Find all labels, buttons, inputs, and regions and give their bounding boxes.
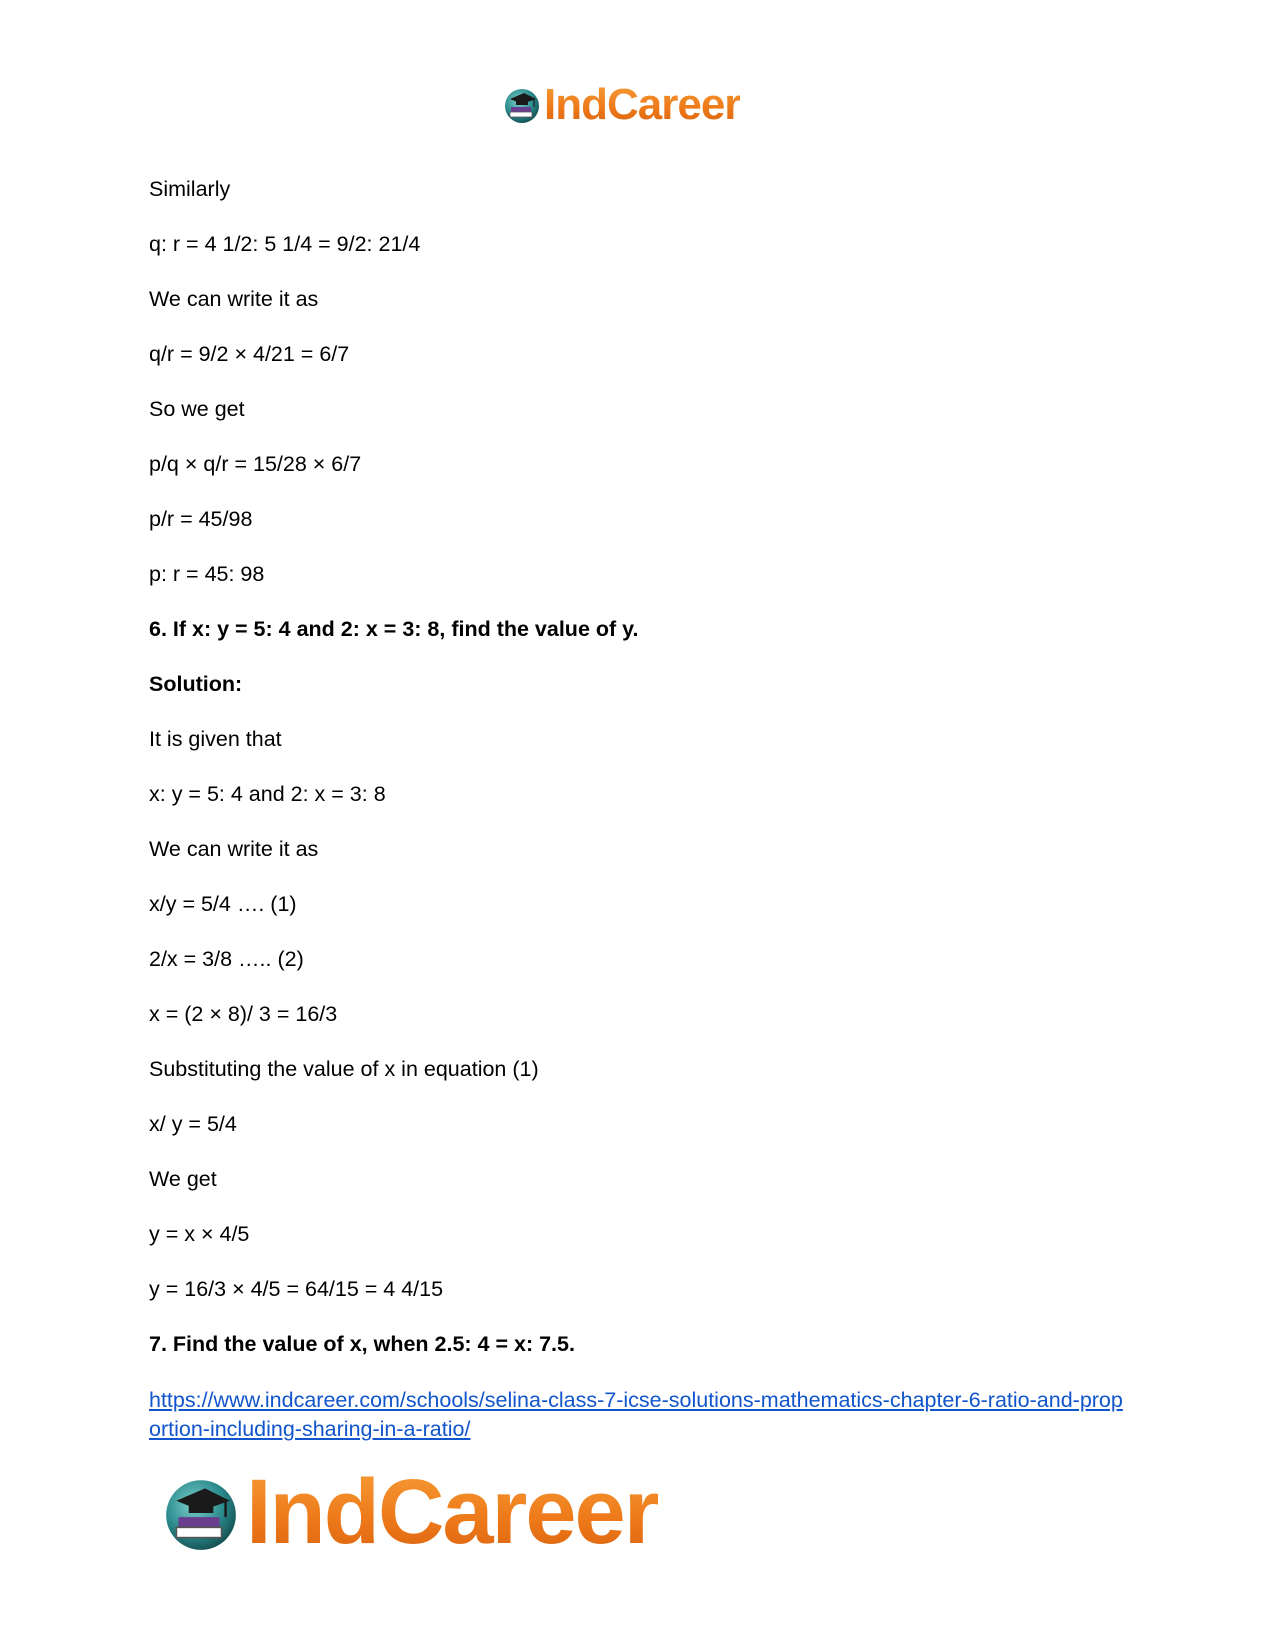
text-line: p/q × q/r = 15/28 × 6/7 — [149, 452, 362, 476]
text-line: We can write it as — [149, 837, 319, 861]
text-line: We get — [149, 1167, 217, 1191]
globe-graduation-icon — [502, 85, 542, 125]
solution-label: Solution: — [149, 672, 243, 696]
question-heading: 7. Find the value of x, when 2.5: 4 = x: 7.5. — [149, 1332, 575, 1356]
logo-wordmark: IndCareer — [246, 1461, 658, 1563]
footer-logo — [160, 1460, 658, 1565]
text-line: y = x × 4/5 — [149, 1222, 250, 1246]
text-line: p: r = 45: 98 — [149, 562, 265, 586]
text-line: So we get — [149, 397, 245, 421]
logo-wordmark: IndCareer — [544, 80, 741, 129]
text-line: q/r = 9/2 × 4/21 = 6/7 — [149, 342, 350, 366]
text-line: x: y = 5: 4 and 2: x = 3: 8 — [149, 782, 386, 806]
text-line: It is given that — [149, 727, 282, 751]
document-body — [149, 176, 1129, 1444]
text-line: Similarly — [149, 177, 231, 201]
text-line: x/y = 5/4 …. (1) — [149, 892, 297, 916]
header-logo — [502, 80, 740, 130]
text-line: q: r = 4 1/2: 5 1/4 = 9/2: 21/4 — [149, 232, 421, 256]
text-line: p/r = 45/98 — [149, 507, 253, 531]
text-line: 2/x = 3/8 ….. (2) — [149, 947, 304, 971]
text-line: x = (2 × 8)/ 3 = 16/3 — [149, 1002, 338, 1026]
text-line: y = 16/3 × 4/5 = 64/15 = 4 4/15 — [149, 1277, 444, 1301]
source-link[interactable]: https://www.indcareer.com/schools/selina-class-7-icse-solutions-mathematics-chapter-6-ratio-and-proportion-including-sharing-in-a-ratio/ — [149, 1388, 1123, 1441]
question-heading: 6. If x: y = 5: 4 and 2: x = 3: 8, find the value of y. — [149, 617, 639, 641]
text-line: Substituting the value of x in equation (1) — [149, 1057, 539, 1081]
text-line: x/ y = 5/4 — [149, 1112, 237, 1136]
globe-graduation-icon — [160, 1472, 242, 1554]
text-line: We can write it as — [149, 287, 319, 311]
